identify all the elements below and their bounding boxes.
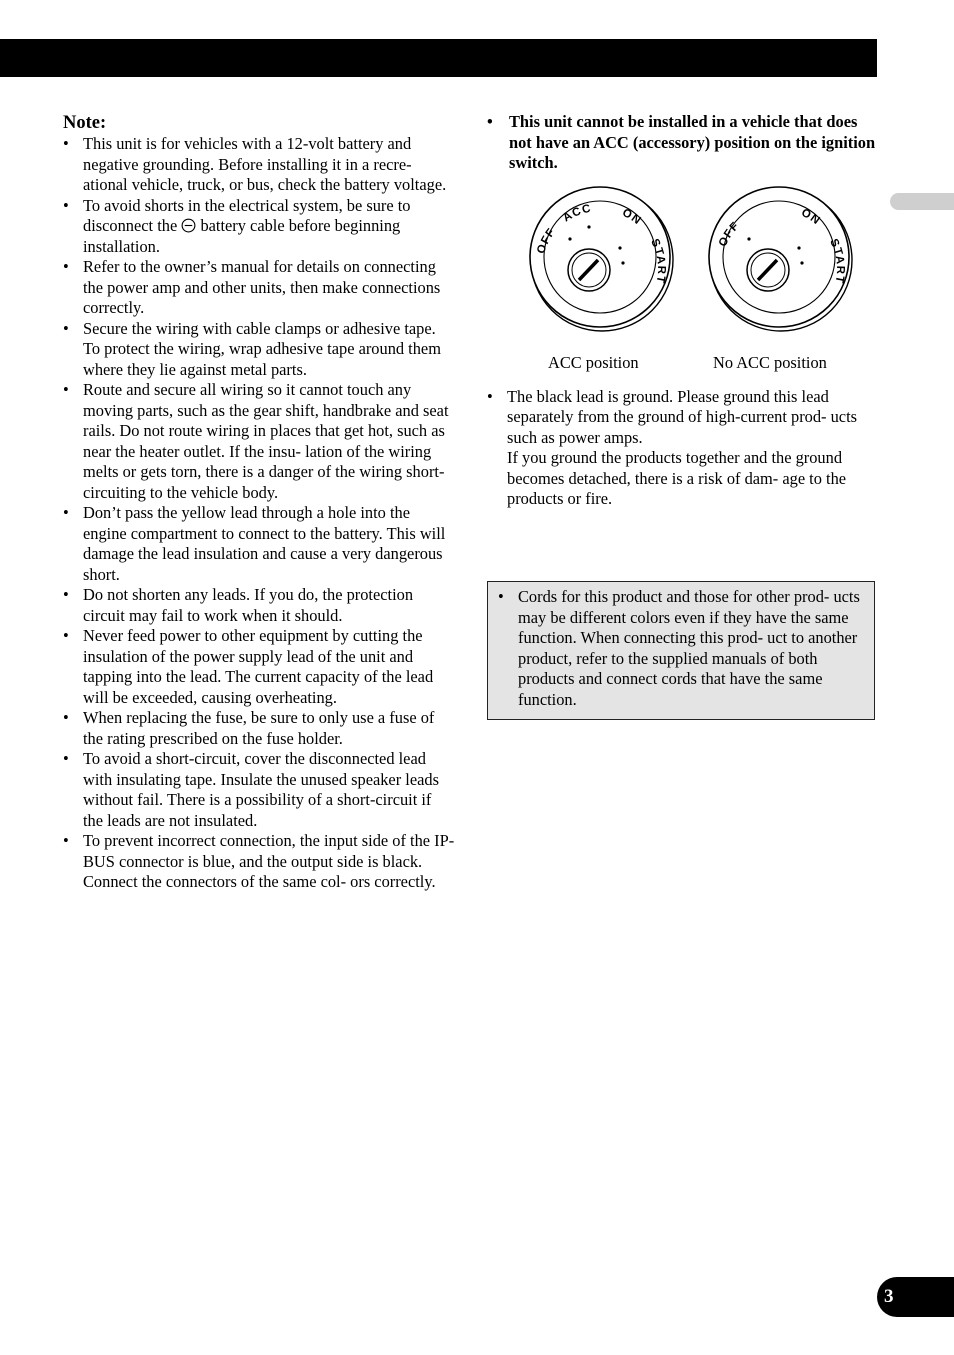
list-item <box>63 196 455 258</box>
note-heading: Note: <box>63 113 107 133</box>
list-item: • Do not shorten any leads. If you do, the protection circuit may fail to work when it should. <box>63 585 455 626</box>
svg-text:START: START <box>648 236 668 285</box>
note-list <box>63 134 455 893</box>
ignition-switch-noacc <box>704 182 854 332</box>
section-tab <box>890 193 954 210</box>
list-item: • To prevent incorrect connection, the input side of the IP-BUS connector is blue, and the output side is black. Connect the connectors of the same col- ors correctly. <box>63 831 455 893</box>
list-item: • Route and secure all wiring so it cannot touch any moving parts, such as the gear shift, handbrake and seat rails. Do not route wiring in places that get hot, such as near the heater outlet. If the insu- lation of the wiring melts or gets torn, there is a danger of the wiring short-circuiting to the vehicle body. <box>63 380 455 503</box>
ignition-labels: OFF <box>535 225 559 255</box>
ground-note: • The black lead is ground. Please ground this lead separately from the ground of high-current prod- ucts such as power amps. If you ground the products together and the ground becomes detached, there is a risk of dam- age to the products or fire. <box>487 387 877 510</box>
list-item-text: To avoid shorts in the electrical system, be sure to disconnect the <box>83 195 411 235</box>
acc-caption: ACC position <box>548 352 639 372</box>
list-item-text: battery cable before beginning installation. <box>83 216 401 256</box>
ignition-figures <box>487 182 877 387</box>
list-item: • To avoid a short-circuit, cover the disconnected lead with insulating tape. Insulate the unused speaker leads without fail. There is a possibility of a short-circuit if the leads are not insulated. <box>63 749 455 831</box>
list-item: • Don’t pass the yellow lead through a hole into the engine compartment to connect to the battery. This will damage the lead insulation and cause a very dangerous short. <box>63 503 455 585</box>
noacc-caption: No ACC position <box>713 352 827 372</box>
list-item: • Never feed power to other equipment by cutting the insulation of the power supply lead of the unit and tapping into the lead. The current capacity of the lead will be exceeded, causing overheating. <box>63 626 455 708</box>
header-bar <box>0 39 877 77</box>
list-item: • This unit is for vehicles with a 12-volt battery and negative grounding. Before installing it in a recre- ational vehicle, truck, or bus, check the battery voltage. <box>63 134 455 196</box>
svg-text:START: START <box>827 236 847 285</box>
svg-text:ON: ON <box>799 206 823 228</box>
cords-note: • Cords for this product and those for other prod- ucts may be different colors even if they have the same function. When connecting this prod- uct to another product, refer to the supplied manuals of both products and connect cords that have the same function. <box>498 587 864 710</box>
acc-warning: • This unit cannot be installed in a vehicle that does not have an ACC (accessory) position on the ignition switch. <box>487 112 877 174</box>
cords-note-box <box>487 581 875 720</box>
note-column <box>63 112 455 893</box>
page-number: 3 <box>877 1277 954 1317</box>
right-column <box>487 112 877 510</box>
ignition-labels: OFF <box>716 219 743 249</box>
ignition-switch-acc <box>525 182 675 332</box>
svg-text:ON: ON <box>620 206 644 228</box>
list-item: • When replacing the fuse, be sure to only use a fuse of the rating prescribed on the fuse holder. <box>63 708 455 749</box>
list-item: • Refer to the owner’s manual for details on connecting the power amp and other units, then make connections correctly. <box>63 257 455 319</box>
minus-circle-icon <box>181 218 196 233</box>
svg-text:ACC: ACC <box>561 202 593 224</box>
list-item: • Secure the wiring with cable clamps or adhesive tape. To protect the wiring, wrap adhesive tape around them where they lie against metal parts. <box>63 319 455 381</box>
